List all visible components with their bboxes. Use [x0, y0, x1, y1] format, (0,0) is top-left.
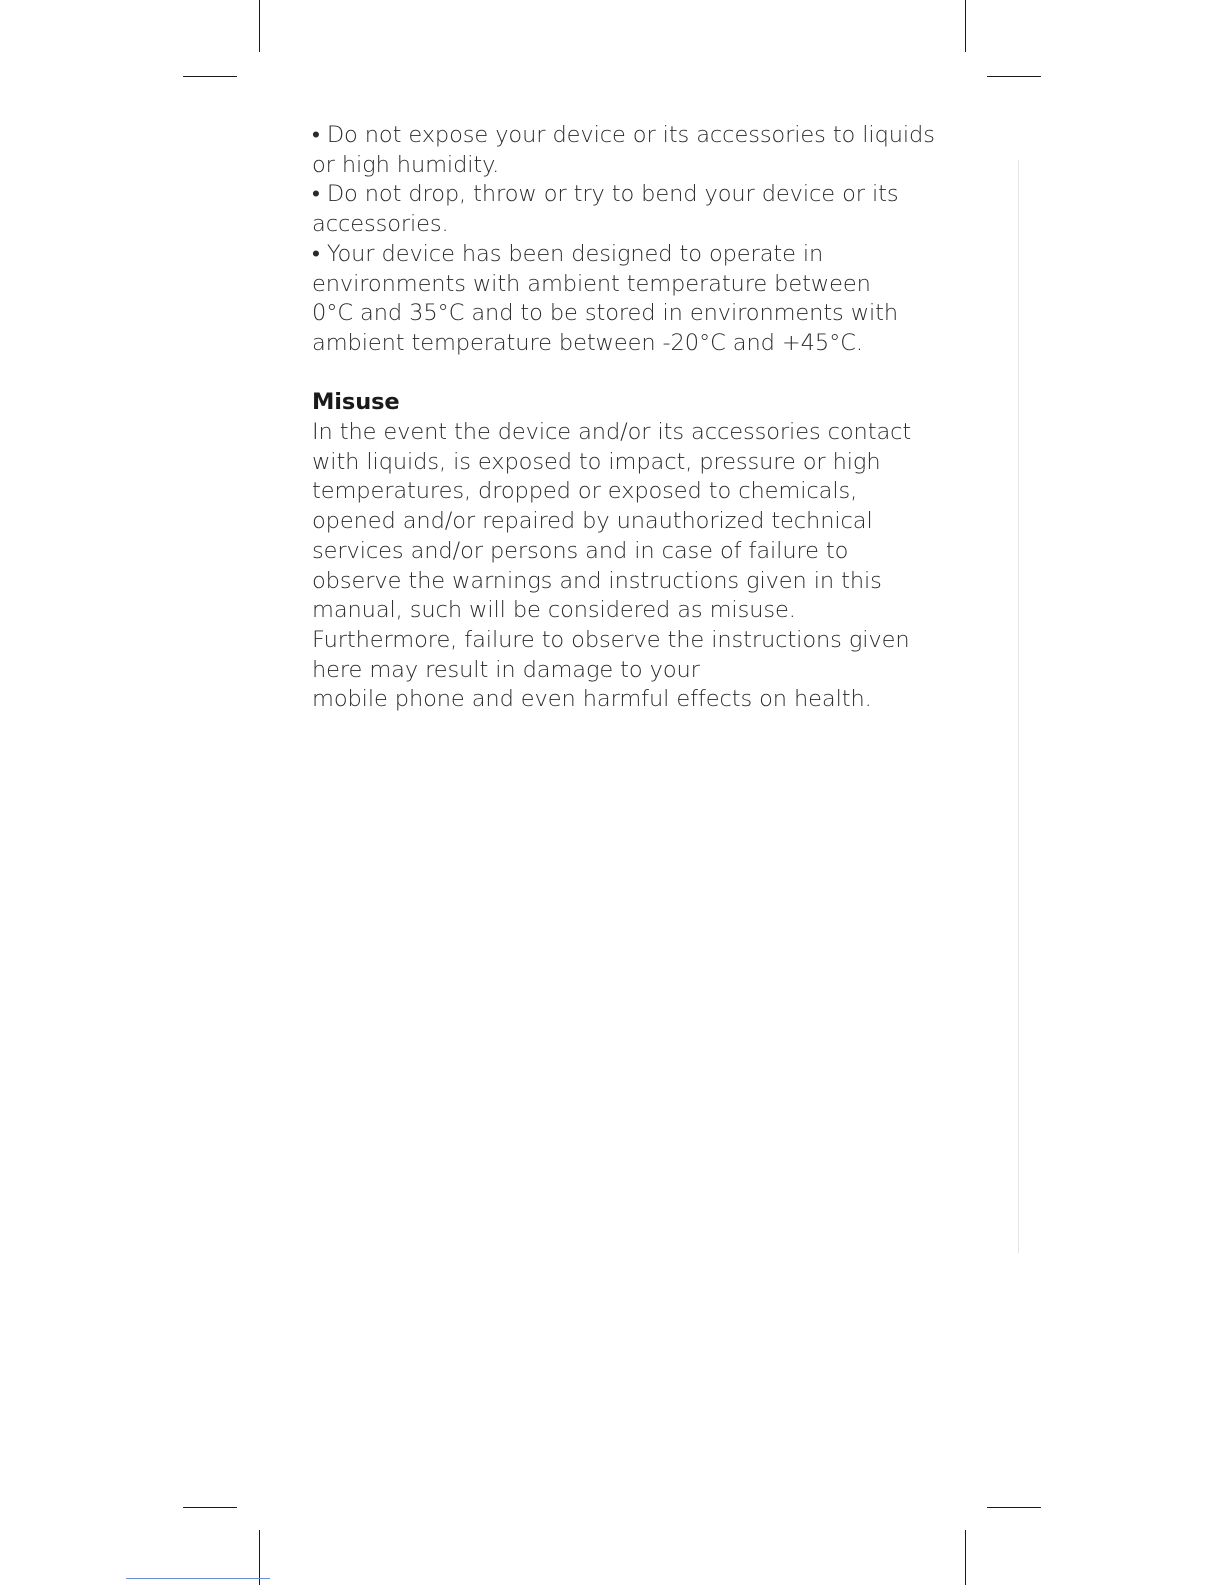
text-line: temperatures, dropped or exposed to chemicals,: [312, 478, 858, 505]
text-line: or high humidity.: [312, 151, 500, 178]
crop-mark-bottom-right-horizontal: [987, 1507, 1041, 1508]
bullet-drop: [312, 180, 952, 239]
text-line: manual, such will be considered as misuse.: [312, 597, 796, 624]
text-line: services and/or persons and in case of failure to: [312, 537, 849, 564]
document-body: [312, 121, 952, 715]
crop-mark-bottom-right-vertical: [965, 1530, 966, 1585]
text-line: here may result in damage to your: [312, 656, 700, 683]
text-line: • Do not expose your device or its accessories to liquids: [312, 122, 935, 148]
text-line: In the event the device and/or its accessories contact: [312, 419, 912, 446]
text-line: Furthermore, failure to observe the instructions given: [312, 626, 910, 653]
text-line: mobile phone and even harmful effects on health.: [312, 686, 872, 713]
paragraph-spacer: [312, 359, 952, 389]
text-line: opened and/or repaired by unauthorized technical: [312, 508, 873, 535]
crop-mark-top-right-vertical: [965, 0, 966, 52]
crop-mark-top-left-vertical: [259, 0, 260, 52]
text-line: observe the warnings and instructions given in this: [312, 567, 882, 594]
misuse-section: [312, 388, 952, 715]
crop-mark-top-left-horizontal: [183, 76, 237, 77]
crop-mark-top-right-horizontal: [987, 76, 1041, 77]
text-line: with liquids, is exposed to impact, pressure or high: [312, 448, 881, 475]
bullet-liquids: [312, 121, 952, 180]
text-line: • Your device has been designed to operate in: [312, 240, 824, 267]
text-line: environments with ambient temperature between: [312, 270, 871, 297]
text-line: accessories.: [312, 211, 449, 238]
footer-link-underline: [126, 1578, 270, 1579]
text-line: ambient temperature between -20°C and +45°C.: [312, 329, 863, 356]
text-line: 0°C and 35°C and to be stored in environments with: [312, 300, 899, 327]
text-line: • Do not drop, throw or try to bend your device or its: [312, 181, 899, 208]
crop-mark-bottom-left-horizontal: [183, 1507, 237, 1508]
misuse-heading: Misuse: [312, 389, 400, 416]
crop-mark-bottom-left-vertical: [259, 1530, 260, 1585]
page-margin-rule: [1018, 160, 1019, 1253]
bullet-temperature: [312, 240, 952, 359]
